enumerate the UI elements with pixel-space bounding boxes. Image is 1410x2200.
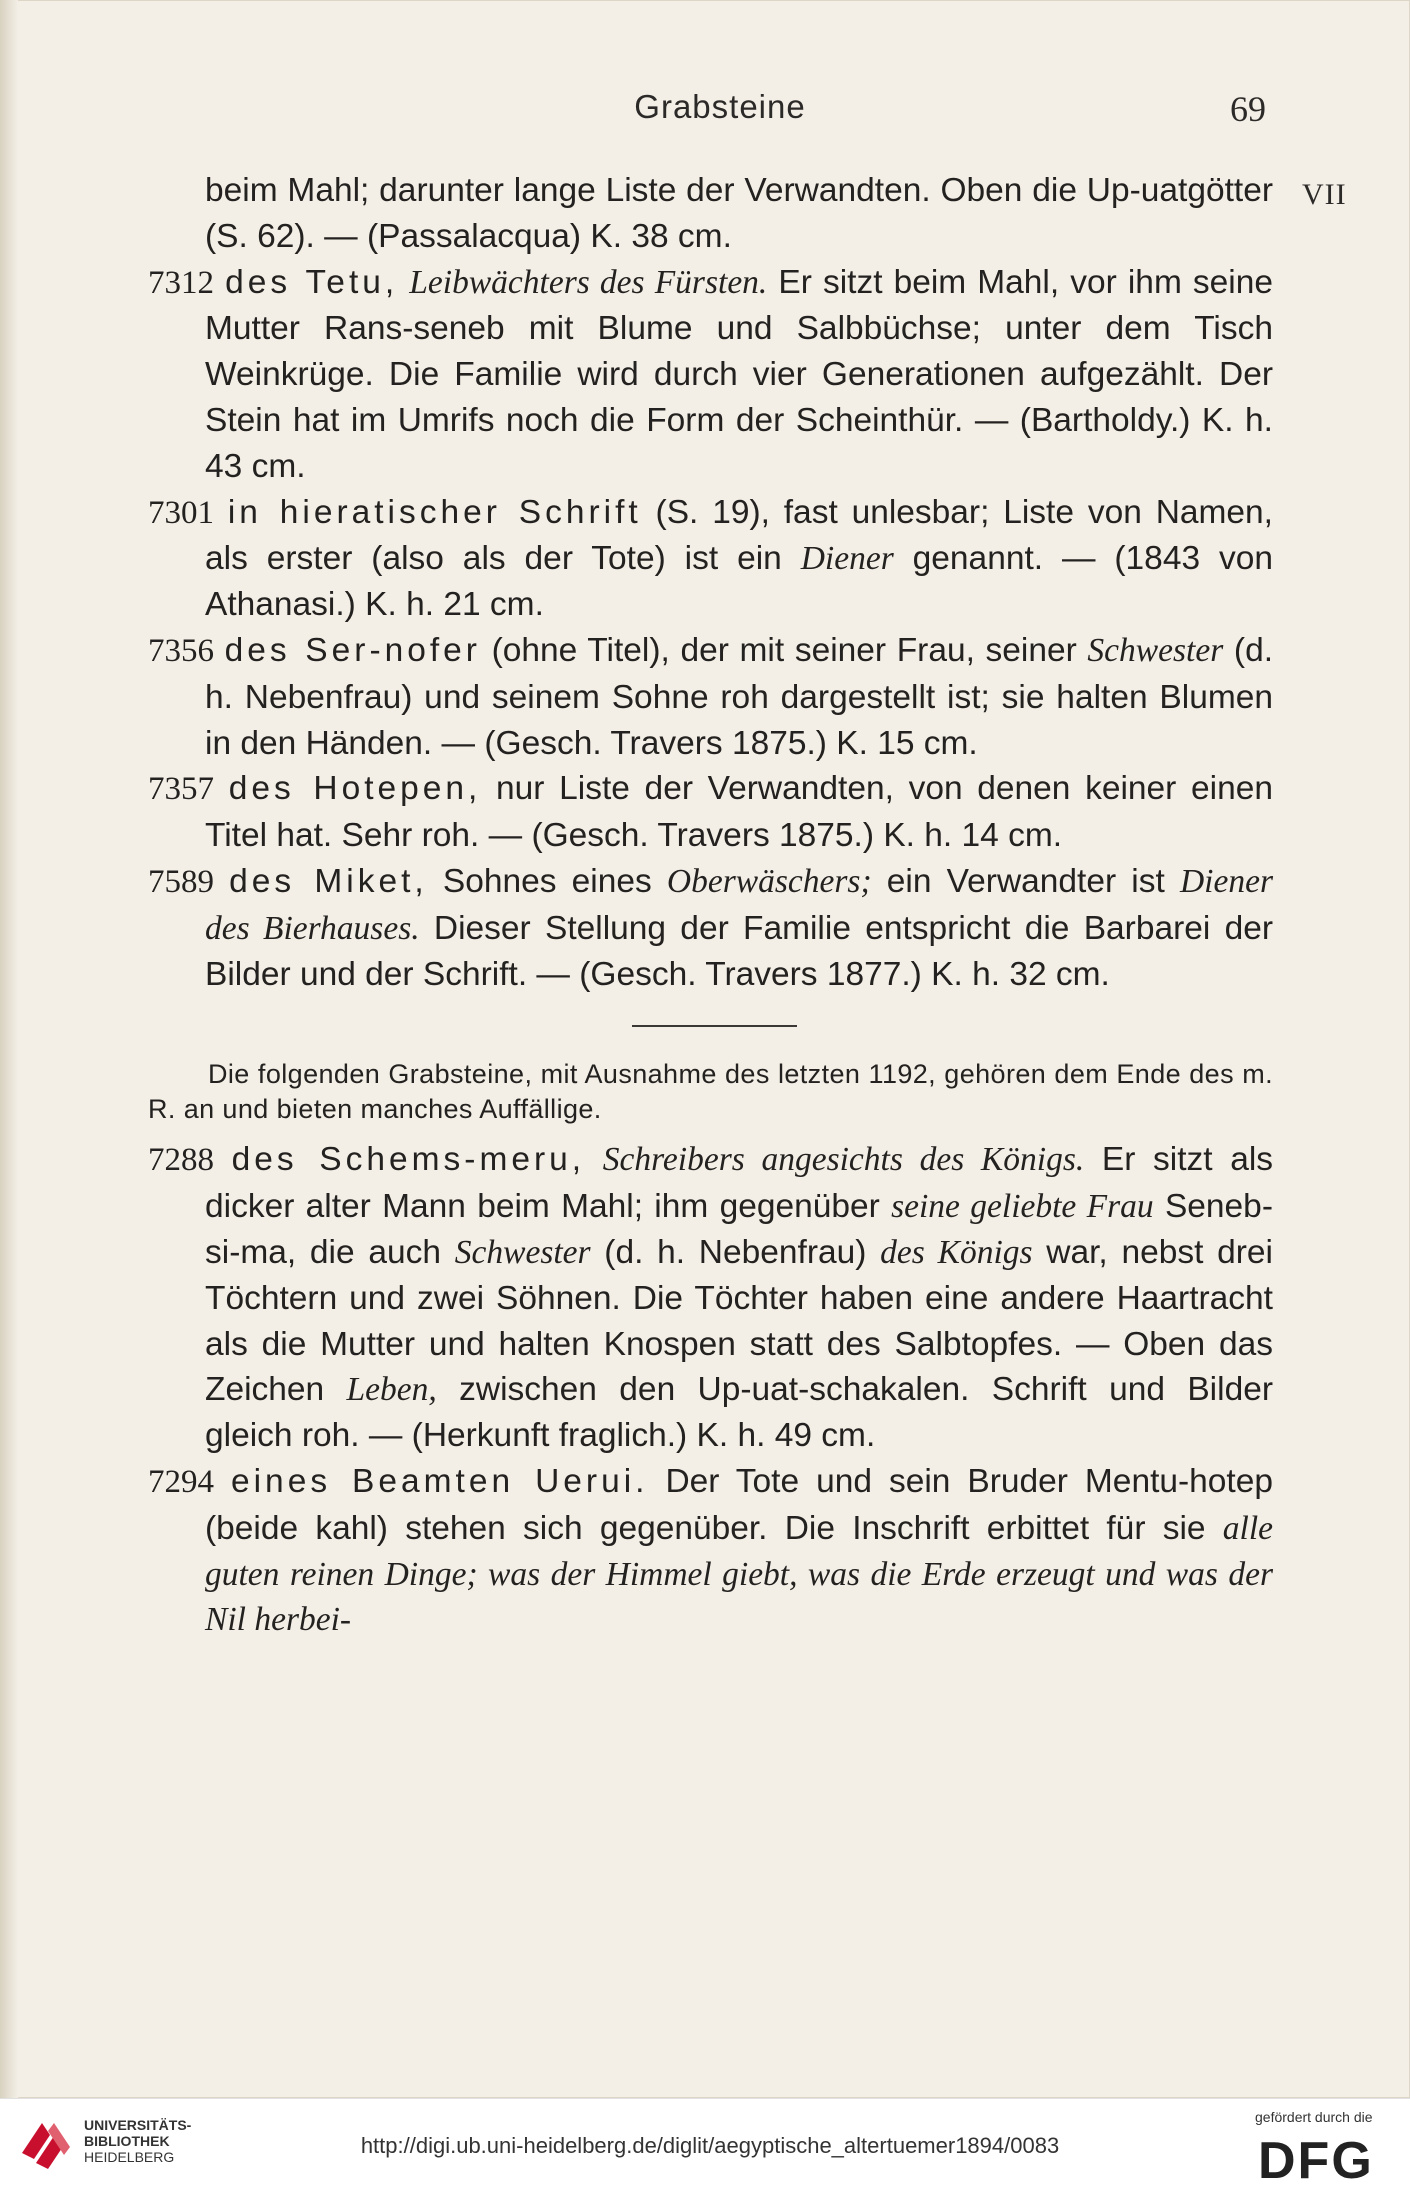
entry-title: Leben, xyxy=(346,1371,437,1409)
entry-name: in hieratischer Schrift xyxy=(227,493,642,531)
entry-title: Oberwäschers; xyxy=(666,862,872,900)
section-note: Die folgenden Grabsteine, mit Ausnahme des letzten 1192, gehören dem Ende des m. R. an und bieten manches Auffällige. xyxy=(148,1059,1273,1125)
entry-text: Seneb-si-ma, die auch xyxy=(205,1188,1273,1271)
entry-title: Leibwächters des Fürsten. xyxy=(409,263,768,301)
entry-name: des Miket, xyxy=(229,862,428,900)
entry-text: war, nebst drei Töchtern und zwei Söhnen. Die Töchter haben eine andere Haartracht als die Mutter und halten Knospen statt des Salbtopfes. — Oben das Zeichen xyxy=(205,1233,1273,1409)
entry-7357 xyxy=(148,766,1273,859)
entry-text: ein Verwandter ist xyxy=(871,862,1180,900)
body-text xyxy=(148,168,1273,1643)
entry-name: des Ser-nofer xyxy=(224,631,481,669)
entry-text: nur Liste der Verwandten, von denen keiner einen Titel hat. Sehr roh. — (Gesch. Travers 1875.) K. h. 14 cm. xyxy=(205,770,1273,855)
entry-7301 xyxy=(148,490,1273,628)
entry-text: Der Tote und sein Bruder Mentu-hotep (beide kahl) stehen sich gegenüber. Die Inschrift erbittet für sie xyxy=(205,1462,1273,1547)
entry-number: 7301 xyxy=(148,494,214,531)
entry-text: (d. h. Nebenfrau) und seinem Sohne roh dargestellt ist; sie halten Blumen in den Händen. — (Gesch. Travers 1875.) K. 15 cm. xyxy=(205,631,1274,762)
library-name: UNIVERSITÄTS- BIBLIOTHEK HEIDELBERG xyxy=(84,2117,192,2165)
viewer-footer xyxy=(0,2098,1410,2200)
entry-title: Schreibers angesichts des Königs. xyxy=(602,1141,1085,1179)
section-divider xyxy=(632,1025,797,1027)
entry-7294 xyxy=(148,1459,1273,1643)
entry-name: eines Beamten Uerui. xyxy=(230,1462,649,1500)
entry-title: Diener des Bierhauses. xyxy=(205,862,1273,947)
entry-title: seine geliebte Frau xyxy=(891,1188,1154,1226)
entry-title: Schwester xyxy=(1087,631,1224,669)
entry-continuation: beim Mahl; darunter lange Liste der Verwandten. Oben die Up-uatgötter (S. 62). — (Passalacqua) K. 38 cm. xyxy=(205,172,1273,255)
entry-name: des Hotepen, xyxy=(228,770,482,808)
entry-number: 7294 xyxy=(148,1463,214,1500)
entry-name: des Schems-meru, xyxy=(231,1141,586,1179)
entry-text: zwischen den Up-uat-schakalen. Schrift und Bilder gleich roh. — (Herkunft fraglich.) K. h. 49 cm. xyxy=(205,1371,1273,1455)
entry-title: des Königs xyxy=(880,1233,1033,1271)
entry-text: Sohnes eines xyxy=(427,862,667,900)
entry-7589 xyxy=(148,859,1273,997)
running-title: Grabsteine xyxy=(634,88,806,125)
entry-text: (ohne Titel), der mit seiner Frau, seiner xyxy=(480,631,1088,669)
entry-number: 7356 xyxy=(148,632,214,669)
entry-7288 xyxy=(148,1137,1273,1459)
margin-note: VII xyxy=(1302,178,1347,211)
dfg-logo: DFG xyxy=(1258,2132,1374,2190)
entry-7356 xyxy=(148,628,1273,766)
permalink-url[interactable]: http://digi.ub.uni-heidelberg.de/diglit/aegyptische_altertuemer1894/0083 xyxy=(360,2133,1060,2158)
entry-7312 xyxy=(148,260,1273,490)
entry-number: 7288 xyxy=(148,1142,214,1179)
entry-text: Er sitzt beim Mahl, vor ihm seine Mutter Rans-seneb mit Blume und Salbbüchse; unter dem Tisch Weinkrüge. Die Familie wird durch vier Generationen aufgezählt. Der Stein hat im Umrifs noch die Form der Scheinthür. — (Bartholdy.) K. h. 43 cm. xyxy=(205,263,1274,485)
entry-text: Er sitzt als dicker alter Mann beim Mahl; ihm gegenüber xyxy=(205,1141,1274,1226)
entry-text: (d. h. Nebenfrau) xyxy=(590,1233,881,1271)
entry-number: 7312 xyxy=(148,264,214,301)
entry-number: 7589 xyxy=(148,863,214,900)
entry-title: Diener xyxy=(800,540,894,578)
funded-by-label: gefördert durch die xyxy=(1255,2109,1373,2125)
entry-text: Dieser Stellung der Familie entspricht die Barbarei der Bilder und der Schrift. — (Gesch. Travers 1877.) K. h. 32 cm. xyxy=(205,909,1274,993)
entry-number: 7357 xyxy=(148,771,214,808)
entry-title: alle guten reinen Dinge; was der Himmel giebt, was die Erde erzeugt und was der Nil herbei- xyxy=(205,1509,1273,1639)
entry-title: Schwester xyxy=(454,1233,591,1271)
page-number: 69 xyxy=(1230,89,1266,129)
running-header xyxy=(0,88,1410,138)
page-gutter-shadow xyxy=(0,0,18,2098)
entry-text: (S. 19), fast unlesbar; Liste von Namen, als erster (also als der Tote) ist ein xyxy=(205,493,1273,578)
entry-text: genannt. — (1843 von Athanasi.) K. h. 21 cm. xyxy=(205,540,1274,624)
entry-name: des Tetu, xyxy=(225,263,399,301)
library-logo-icon xyxy=(14,2113,78,2177)
